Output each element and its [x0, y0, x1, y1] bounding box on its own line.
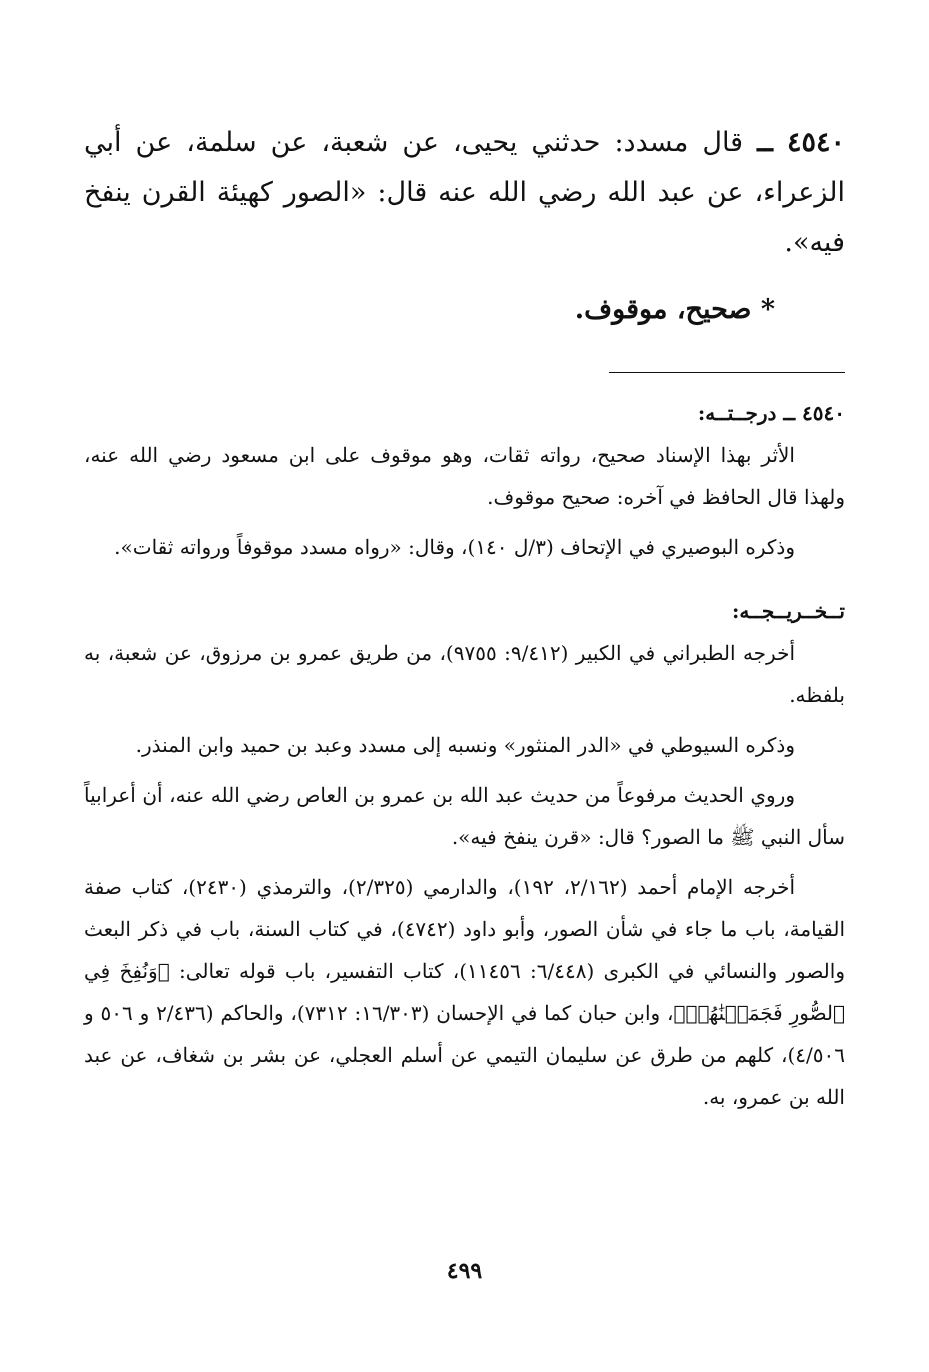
grade-heading: ٤٥٤٠ ــ درجــتــه:: [697, 401, 845, 425]
hadith-verdict: * صحيح، موقوف.: [574, 294, 775, 325]
takhrij-paragraph-1: أخرجه الطبراني في الكبير (٩/٤١٢: ٩٧٥٥)، من طريق عمرو بن مرزوق، عن شعبة، به بلفظه.: [84, 641, 845, 707]
hadith-body: قال مسدد: حدثني يحيى، عن شعبة، عن سلمة، عن أبي الزعراء، عن عبد الله رضي الله عنه قال: «الصور كهيئة القرن ينفخ فيه».: [84, 127, 845, 258]
takhrij-paragraph-3: وروي الحديث مرفوعاً من حديث عبد الله بن عمرو بن العاص رضي الله عنه، أن أعرابياً سأل النبي ﷺ ما الصور؟ قال: «قرن ينفخ فيه».: [84, 783, 845, 849]
hadith-dash: ــ: [757, 127, 773, 158]
takhrij-heading: تــخــريــجــه:: [732, 599, 845, 623]
takhrij-paragraph-2: وذكره السيوطي في «الدر المنثور» ونسبه إلى مسدد وعبد بن حميد وابن المنذر.: [135, 733, 795, 757]
footnote-separator: [609, 372, 845, 373]
hadith-number: ٤٥٤٠: [787, 127, 846, 158]
hadith-text: [84, 118, 845, 268]
footnotes: [84, 392, 845, 1126]
grade-paragraph-2: وذكره البوصيري في الإتحاف (٣/ل ١٤٠)، وقال: «رواه مسدد موقوفاً ورواته ثقات».: [114, 535, 795, 559]
page-number: ٤٩٩: [446, 1258, 483, 1284]
takhrij-paragraph-4: أخرجه الإمام أحمد (٢/١٦٢، ١٩٢)، والدارمي (٢/٣٢٥)، والترمذي (٢٤٣٠)، كتاب صفة القيامة، باب ما جاء في شأن الصور، وأبو داود (٤٧٤٢)، في كتاب السنة، باب في ذكر البعث والصور والنسائي في الكبرى (٦/٤٤٨: ١١٤٥٦)، كتاب التفسير، باب قوله تعالى: ﴿وَنُفِخَ فِي ٱلصُّورِ فَجَمَعۡنَٰهُمۡ﴾، وابن حبان كما في الإحسان (١٦/٣٠٣: ٧٣١٢)، والحاكم (٢/٤٣٦ و ٥٠٦ و ٤/٥٠٦)، كلهم من طرق عن سليمان التيمي عن أسلم العجلي، عن بشر بن شغاف، عن عبد الله بن عمرو، به.: [84, 875, 846, 1109]
grade-paragraph-1: الأثر بهذا الإسناد صحيح، رواته ثقات، وهو موقوف على ابن مسعود رضي الله عنه، ولهذا قال الحافظ في آخره: صحيح موقوف.: [84, 443, 845, 509]
